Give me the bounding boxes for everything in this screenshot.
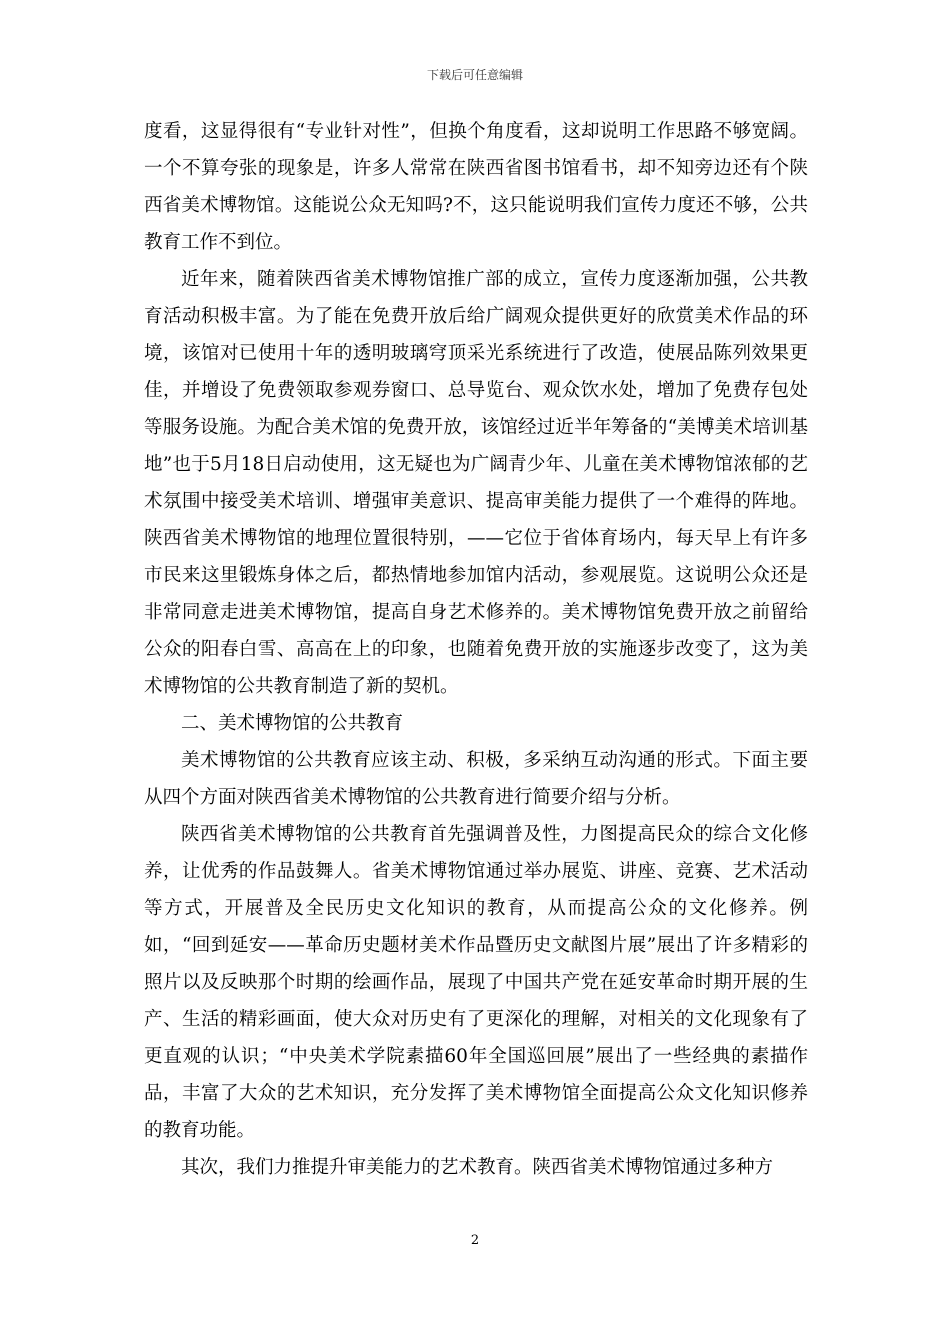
- paragraph: 其次，我们力推提升审美能力的艺术教育。陕西省美术博物馆通过多种方: [181, 1157, 774, 1178]
- paragraph-continuation: 度看，这显得很有“专业针对性”，但换个角度看，这却说明工作思路不够宽阔。一个不算夸张的现象是，许多人常常在陕西省图书馆看书，却不知旁边还有个陕西省美术博物馆。这能说公众无知吗?不，这只能说明我们宣传力度还不够，公共教育工作不到位。: [144, 121, 808, 253]
- paragraph: 近年来，随着陕西省美术博物馆推广部的成立，宣传力度逐渐加强，公共教育活动积极丰富。为了能在免费开放后给广阔观众提供更好的欣赏美术作品的环境，该馆对已使用十年的透明玻璃穹顶采光系统进行了改造，使展品陈列效果更佳，并增设了免费领取参观券窗口、总导览台、观众饮水处，增加了免费存包处等服务设施。为配合美术馆的免费开放，该馆经过近半年筹备的“美博美术培训基地”也于5月18日启动使用，这无疑也为广阔青少年、儿童在美术博物馆浓郁的艺术氛围中接受美术培训、增强审美意识、提高审美能力提供了一个难得的阵地。陕西省美术博物馆的地理位置很特别，——它位于省体育场内，每天早上有许多市民来这里锻炼身体之后，都热情地参加馆内活动，参观展览。这说明公众还是非常同意走进美术博物馆，提高自身艺术修养的。美术博物馆免费开放之前留给公众的阳春白雪、高高在上的印象，也随着免费开放的实施逐步改变了，这为美术博物馆的公共教育制造了新的契机。: [144, 269, 808, 697]
- paragraph: 美术博物馆的公共教育应该主动、积极，多采纳互动沟通的形式。下面主要从四个方面对陕西省美术博物馆的公共教育进行简要介绍与分析。: [144, 750, 808, 808]
- body-text: [144, 113, 808, 1186]
- paragraph: 陕西省美术博物馆的公共教育首先强调普及性，力图提高民众的综合文化修养，让优秀的作品鼓舞人。省美术博物馆通过举办展览、讲座、竞赛、艺术活动等方式，开展普及全民历史文化知识的教育，从而提高公众的文化修养。例如，“回到延安——革命历史题材美术作品暨历史文献图片展”展出了许多精彩的照片以及反映那个时期的绘画作品，展现了中国共产党在延安革命时期开展的生产、生活的精彩画面，使大众对历史有了更深化的理解，对相关的文化现象有了更直观的认识；“中央美术学院素描60年全国巡回展”展出了一些经典的素描作品，丰富了大众的艺术知识，充分发挥了美术博物馆全面提高公众文化知识修养的教育功能。: [144, 824, 808, 1141]
- page-number: 2: [470, 1233, 480, 1248]
- page-header: 下载后可任意编辑: [426, 68, 523, 82]
- section-heading: 二、美术博物馆的公共教育: [181, 713, 404, 734]
